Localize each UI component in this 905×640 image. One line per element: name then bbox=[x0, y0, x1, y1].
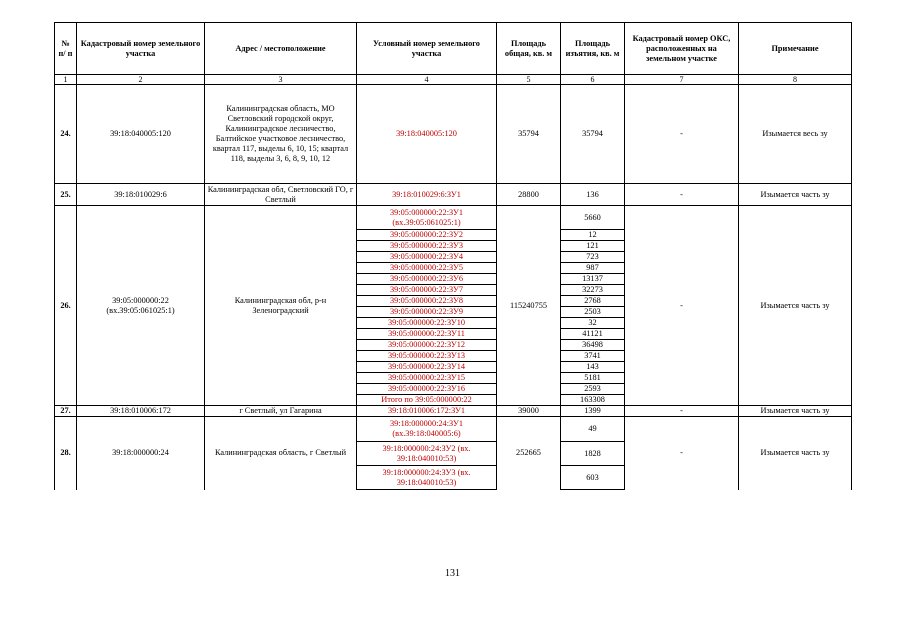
column-number: 2 bbox=[77, 75, 205, 85]
header-total-area: Площадь общая, кв. м bbox=[497, 23, 561, 75]
row-number: 24. bbox=[55, 85, 77, 184]
header-note: Примечание bbox=[739, 23, 852, 75]
header-conditional-number: Условный номер земельного участка bbox=[357, 23, 497, 75]
total-area: 115240755 bbox=[497, 206, 561, 406]
seized-area: 32 bbox=[561, 318, 625, 329]
conditional-number: 39:18:010006:172:ЗУ1 bbox=[357, 406, 497, 417]
oks-number: - bbox=[625, 406, 739, 417]
conditional-number-total: Итого по 39:05:000000:22 bbox=[357, 395, 497, 406]
conditional-number: 39:18:010029:6:ЗУ1 bbox=[357, 184, 497, 206]
seized-area: 49 bbox=[561, 417, 625, 442]
row-number: 27. bbox=[55, 406, 77, 417]
seized-area: 136 bbox=[561, 184, 625, 206]
note: Изымается весь зу bbox=[739, 85, 852, 184]
header-seized-area: Площадь изъятия, кв. м bbox=[561, 23, 625, 75]
row-number: 28. bbox=[55, 417, 77, 490]
address: Калининградская область, МО Светловский городской округ, Калининградское лесничество, Балтийское участковое лесничество, квартал 117, выделы 6, 10, 15; квартал 118, выделы 3, 6, 8, 9, 10, 12 bbox=[205, 85, 357, 184]
seized-area: 2768 bbox=[561, 296, 625, 307]
cadastral-table bbox=[54, 22, 852, 490]
column-number: 1 bbox=[55, 75, 77, 85]
seized-area: 987 bbox=[561, 263, 625, 274]
header-cadastral-number: Кадастровый номер земельного участка bbox=[77, 23, 205, 75]
seized-area: 121 bbox=[561, 241, 625, 252]
column-number-row bbox=[55, 75, 852, 85]
conditional-number: 39:05:000000:22:ЗУ6 bbox=[357, 274, 497, 285]
total-area: 252665 bbox=[497, 417, 561, 490]
conditional-number: 39:05:000000:22:ЗУ16 bbox=[357, 384, 497, 395]
conditional-number: 39:18:000000:24:ЗУ3 (вх. 39:18:040010:53) bbox=[357, 466, 497, 490]
seized-area: 35794 bbox=[561, 85, 625, 184]
conditional-number: 39:05:000000:22:ЗУ9 bbox=[357, 307, 497, 318]
cadastral-number: 39:18:040005:120 bbox=[77, 85, 205, 184]
column-number: 3 bbox=[205, 75, 357, 85]
seized-area: 723 bbox=[561, 252, 625, 263]
seized-area: 143 bbox=[561, 362, 625, 373]
column-number: 6 bbox=[561, 75, 625, 85]
column-number: 5 bbox=[497, 75, 561, 85]
total-area: 28800 bbox=[497, 184, 561, 206]
conditional-number: 39:05:000000:22:ЗУ11 bbox=[357, 329, 497, 340]
column-number: 7 bbox=[625, 75, 739, 85]
cadastral-number: 39:05:000000:22 (вх.39:05:061025:1) bbox=[77, 206, 205, 406]
header-num: № п/ п bbox=[55, 23, 77, 75]
conditional-number: 39:05:000000:22:ЗУ14 bbox=[357, 362, 497, 373]
row-number: 26. bbox=[55, 206, 77, 406]
seized-area-total: 163308 bbox=[561, 395, 625, 406]
oks-number: - bbox=[625, 184, 739, 206]
address: Калининградская область, г Светлый bbox=[205, 417, 357, 490]
conditional-number: 39:05:000000:22:ЗУ3 bbox=[357, 241, 497, 252]
note: Изымается часть зу bbox=[739, 206, 852, 406]
conditional-number: 39:05:000000:22:ЗУ7 bbox=[357, 285, 497, 296]
oks-number: - bbox=[625, 206, 739, 406]
table-row bbox=[55, 417, 852, 442]
seized-area: 3741 bbox=[561, 351, 625, 362]
conditional-number: 39:05:000000:22:ЗУ2 bbox=[357, 230, 497, 241]
conditional-number: 39:05:000000:22:ЗУ13 bbox=[357, 351, 497, 362]
column-number: 8 bbox=[739, 75, 852, 85]
row-number: 25. bbox=[55, 184, 77, 206]
oks-number: - bbox=[625, 417, 739, 490]
conditional-number: 39:18:000000:24:ЗУ2 (вх. 39:18:040010:53) bbox=[357, 442, 497, 466]
cadastral-number: 39:18:000000:24 bbox=[77, 417, 205, 490]
seized-area: 5660 bbox=[561, 206, 625, 230]
table-row bbox=[55, 206, 852, 230]
seized-area: 1399 bbox=[561, 406, 625, 417]
seized-area: 13137 bbox=[561, 274, 625, 285]
header-oks-number: Кадастровый номер ОКС, расположенных на земельном участке bbox=[625, 23, 739, 75]
seized-area: 12 bbox=[561, 230, 625, 241]
note: Изымается часть зу bbox=[739, 406, 852, 417]
table-row bbox=[55, 184, 852, 206]
conditional-number: 39:05:000000:22:ЗУ12 bbox=[357, 340, 497, 351]
conditional-number: 39:18:040005:120 bbox=[357, 85, 497, 184]
seized-area: 2593 bbox=[561, 384, 625, 395]
note: Изымается часть зу bbox=[739, 417, 852, 490]
cadastral-number: 39:18:010029:6 bbox=[77, 184, 205, 206]
seized-area: 5181 bbox=[561, 373, 625, 384]
address: г Светлый, ул Гагарина bbox=[205, 406, 357, 417]
header-row bbox=[55, 23, 852, 75]
conditional-number: 39:05:000000:22:ЗУ1 (вх.39:05:061025:1) bbox=[357, 206, 497, 230]
address: Калининградская обл, р-н Зеленоградский bbox=[205, 206, 357, 406]
seized-area: 2503 bbox=[561, 307, 625, 318]
conditional-number: 39:05:000000:22:ЗУ10 bbox=[357, 318, 497, 329]
conditional-number: 39:18:000000:24:ЗУ1 (вх.39:18:040005:6) bbox=[357, 417, 497, 442]
total-area: 35794 bbox=[497, 85, 561, 184]
table-row bbox=[55, 85, 852, 184]
oks-number: - bbox=[625, 85, 739, 184]
page-number: 131 bbox=[445, 568, 460, 579]
conditional-number: 39:05:000000:22:ЗУ15 bbox=[357, 373, 497, 384]
seized-area: 1828 bbox=[561, 442, 625, 466]
seized-area: 603 bbox=[561, 466, 625, 490]
address: Калининградская обл, Светловский ГО, г Светлый bbox=[205, 184, 357, 206]
conditional-number: 39:05:000000:22:ЗУ4 bbox=[357, 252, 497, 263]
table-row bbox=[55, 406, 852, 417]
header-address: Адрес / местоположение bbox=[205, 23, 357, 75]
conditional-number: 39:05:000000:22:ЗУ5 bbox=[357, 263, 497, 274]
conditional-number: 39:05:000000:22:ЗУ8 bbox=[357, 296, 497, 307]
seized-area: 36498 bbox=[561, 340, 625, 351]
total-area: 39000 bbox=[497, 406, 561, 417]
note: Изымается часть зу bbox=[739, 184, 852, 206]
cadastral-number: 39:18:010006:172 bbox=[77, 406, 205, 417]
column-number: 4 bbox=[357, 75, 497, 85]
seized-area: 41121 bbox=[561, 329, 625, 340]
seized-area: 32273 bbox=[561, 285, 625, 296]
